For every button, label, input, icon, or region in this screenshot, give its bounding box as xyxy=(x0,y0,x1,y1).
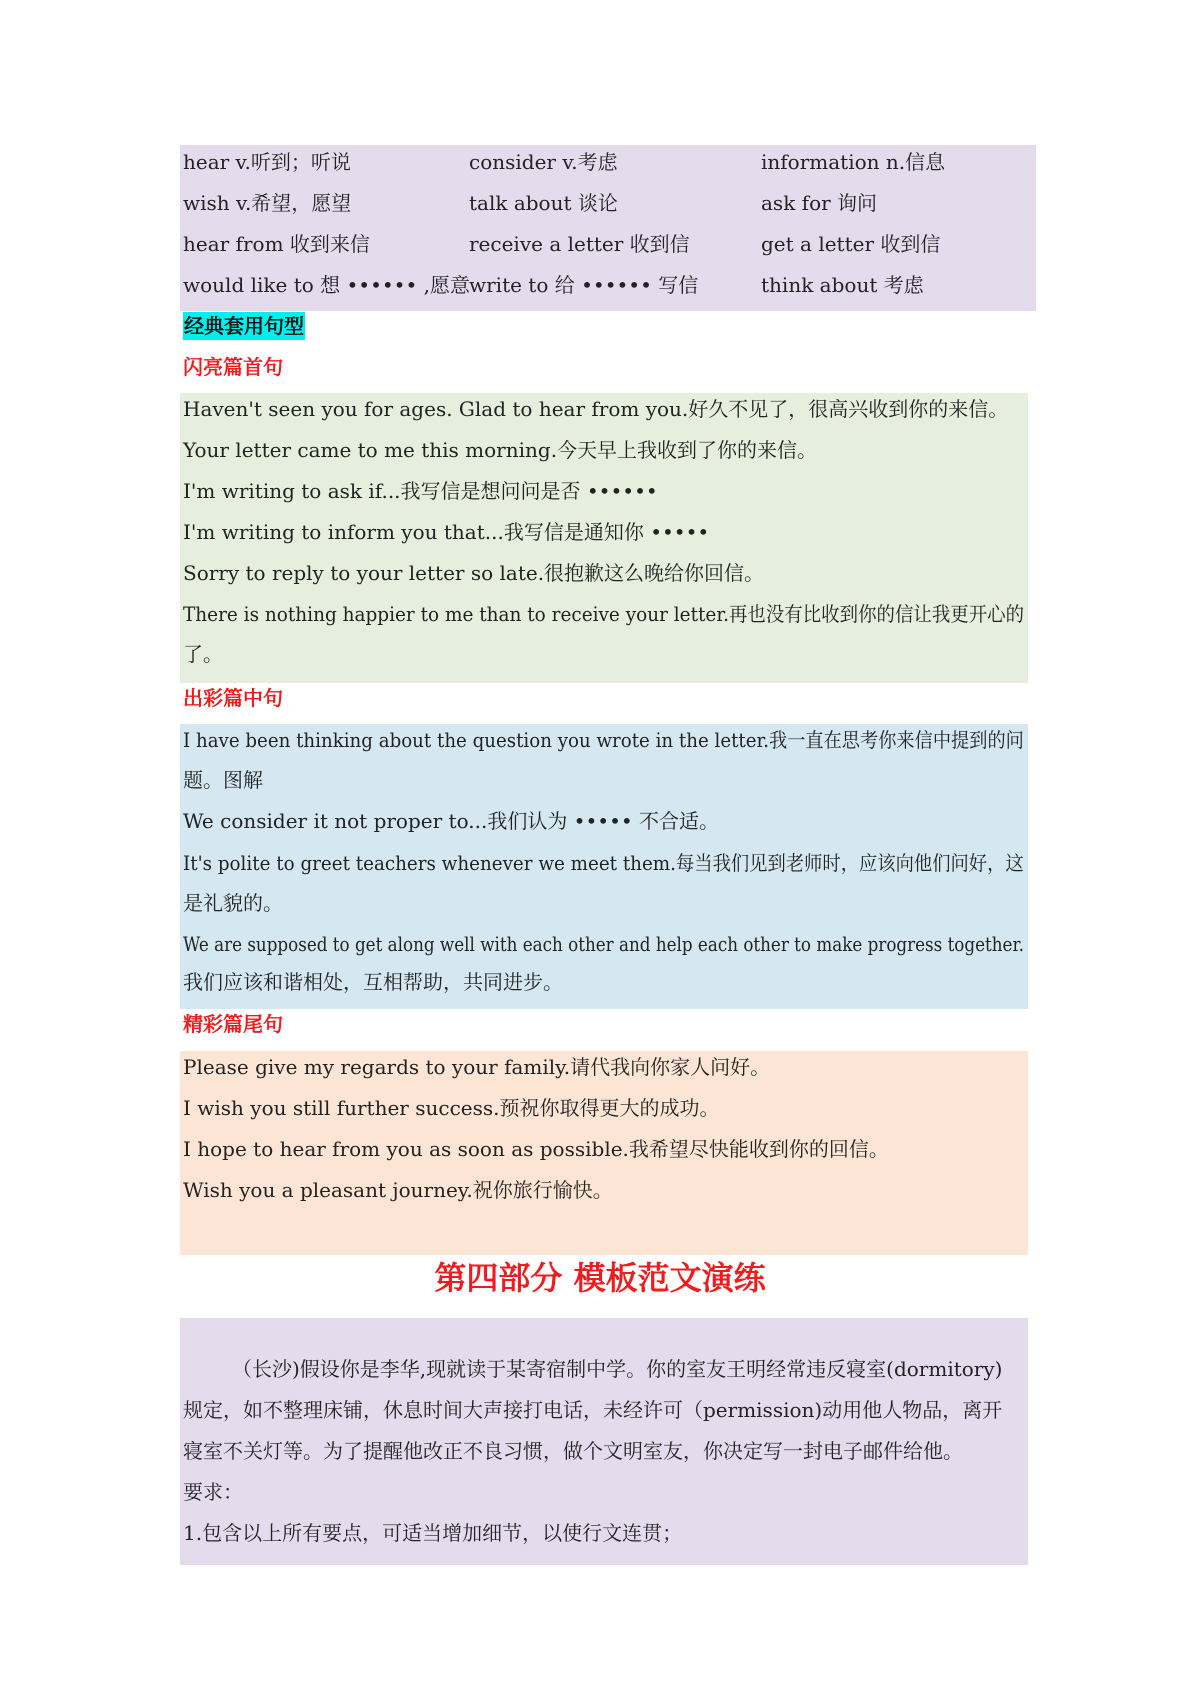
sentence-line: I'm writing to inform you that...我写信是通知你 ••••• xyxy=(183,520,710,544)
sentence-line: I hope to hear from you as soon as possible.我希望尽快能收到你的回信。 xyxy=(183,1137,889,1161)
vocab-cell: would like to 想 •••••• ,愿意 xyxy=(183,273,470,297)
sentence-line: Haven't seen you for ages. Glad to hear from you.好久不见了，很高兴收到你的来信。 xyxy=(183,397,1009,421)
sentence-line: 我们应该和谐相处，互相帮助，共同进步。 xyxy=(183,970,563,994)
vocab-cell: write to 给 •••••• 写信 xyxy=(469,273,699,297)
sentence-line: Please give my regards to your family.请代我向你家人问好。 xyxy=(183,1055,771,1079)
sentence-line: 题。图解 xyxy=(183,768,263,792)
classic-patterns-heading: 经典套用句型 xyxy=(184,314,304,338)
vocab-row xyxy=(180,188,1036,228)
sentence-line: We consider it not proper to...我们认为 ••••• 不合适。 xyxy=(183,809,720,833)
task-line: 规定，如不整理床铺，休息时间大声接打电话，未经许可（permission)动用他人物品，离开 xyxy=(183,1398,1003,1422)
sentence-line: I have been thinking about the question you wrote in the letter.我一直在思考你来信中提到的问 xyxy=(183,728,1024,752)
sentence-line: Sorry to reply to your letter so late.很抱歉这么晚给你回信。 xyxy=(183,561,765,585)
ending-heading: 精彩篇尾句 xyxy=(183,1012,283,1036)
task-line: （长沙)假设你是李华,现就读于某寄宿制中学。你的室友王明经常违反寝室(dormitory) xyxy=(232,1357,1003,1381)
task-line: 寝室不关灯等。为了提醒他改正不良习惯，做个文明室友，你决定写一封电子邮件给他。 xyxy=(183,1439,963,1463)
sentence-line: There is nothing happier to me than to receive your letter.再也没有比收到你的信让我更开心的 xyxy=(183,602,1025,626)
vocab-cell: receive a letter 收到信 xyxy=(469,232,690,256)
task-panel xyxy=(180,1318,1028,1565)
sentence-line: I wish you still further success.预祝你取得更大的成功。 xyxy=(183,1096,720,1120)
vocab-cell: consider v.考虑 xyxy=(469,150,618,174)
task-line: 要求： xyxy=(183,1480,243,1504)
vocab-cell: ask for 询问 xyxy=(761,191,878,215)
sentence-line: 是礼貌的。 xyxy=(183,891,283,915)
vocab-cell: get a letter 收到信 xyxy=(761,232,941,256)
sentence-line: Wish you a pleasant journey.祝你旅行愉快。 xyxy=(183,1178,613,1202)
sentence-line: It's polite to greet teachers whenever we meet them.每当我们见到老师时，应该向他们问好，这 xyxy=(183,851,1024,875)
vocab-cell: think about 考虑 xyxy=(761,273,924,297)
opening-panel xyxy=(180,393,1028,683)
sentence-line: Your letter came to me this morning.今天早上我收到了你的来信。 xyxy=(183,438,818,462)
middle-heading: 出彩篇中句 xyxy=(183,686,283,710)
middle-panel xyxy=(180,724,1028,1009)
vocab-cell: information n.信息 xyxy=(761,150,946,174)
ending-panel xyxy=(180,1051,1028,1255)
vocab-row xyxy=(180,147,1036,187)
vocab-cell: hear v.听到；听说 xyxy=(183,150,351,174)
vocab-table xyxy=(180,145,1036,311)
vocab-cell: talk about 谈论 xyxy=(469,191,618,215)
sentence-line: I'm writing to ask if...我写信是想问问是否 •••••• xyxy=(183,479,658,503)
vocab-row xyxy=(180,270,1036,310)
vocab-row xyxy=(180,229,1036,269)
sentence-line: 了。 xyxy=(183,642,223,666)
vocab-cell: wish v.希望，愿望 xyxy=(183,191,352,215)
part-four-title: 第四部分 模板范文演练 xyxy=(434,1259,766,1297)
task-line: 1.包含以上所有要点，可适当增加细节，以使行文连贯； xyxy=(183,1521,683,1545)
vocab-cell: hear from 收到来信 xyxy=(183,232,370,256)
opening-heading: 闪亮篇首句 xyxy=(183,355,283,379)
sentence-line: We are supposed to get along well with each other and help each other to make progress together. xyxy=(183,932,1024,956)
